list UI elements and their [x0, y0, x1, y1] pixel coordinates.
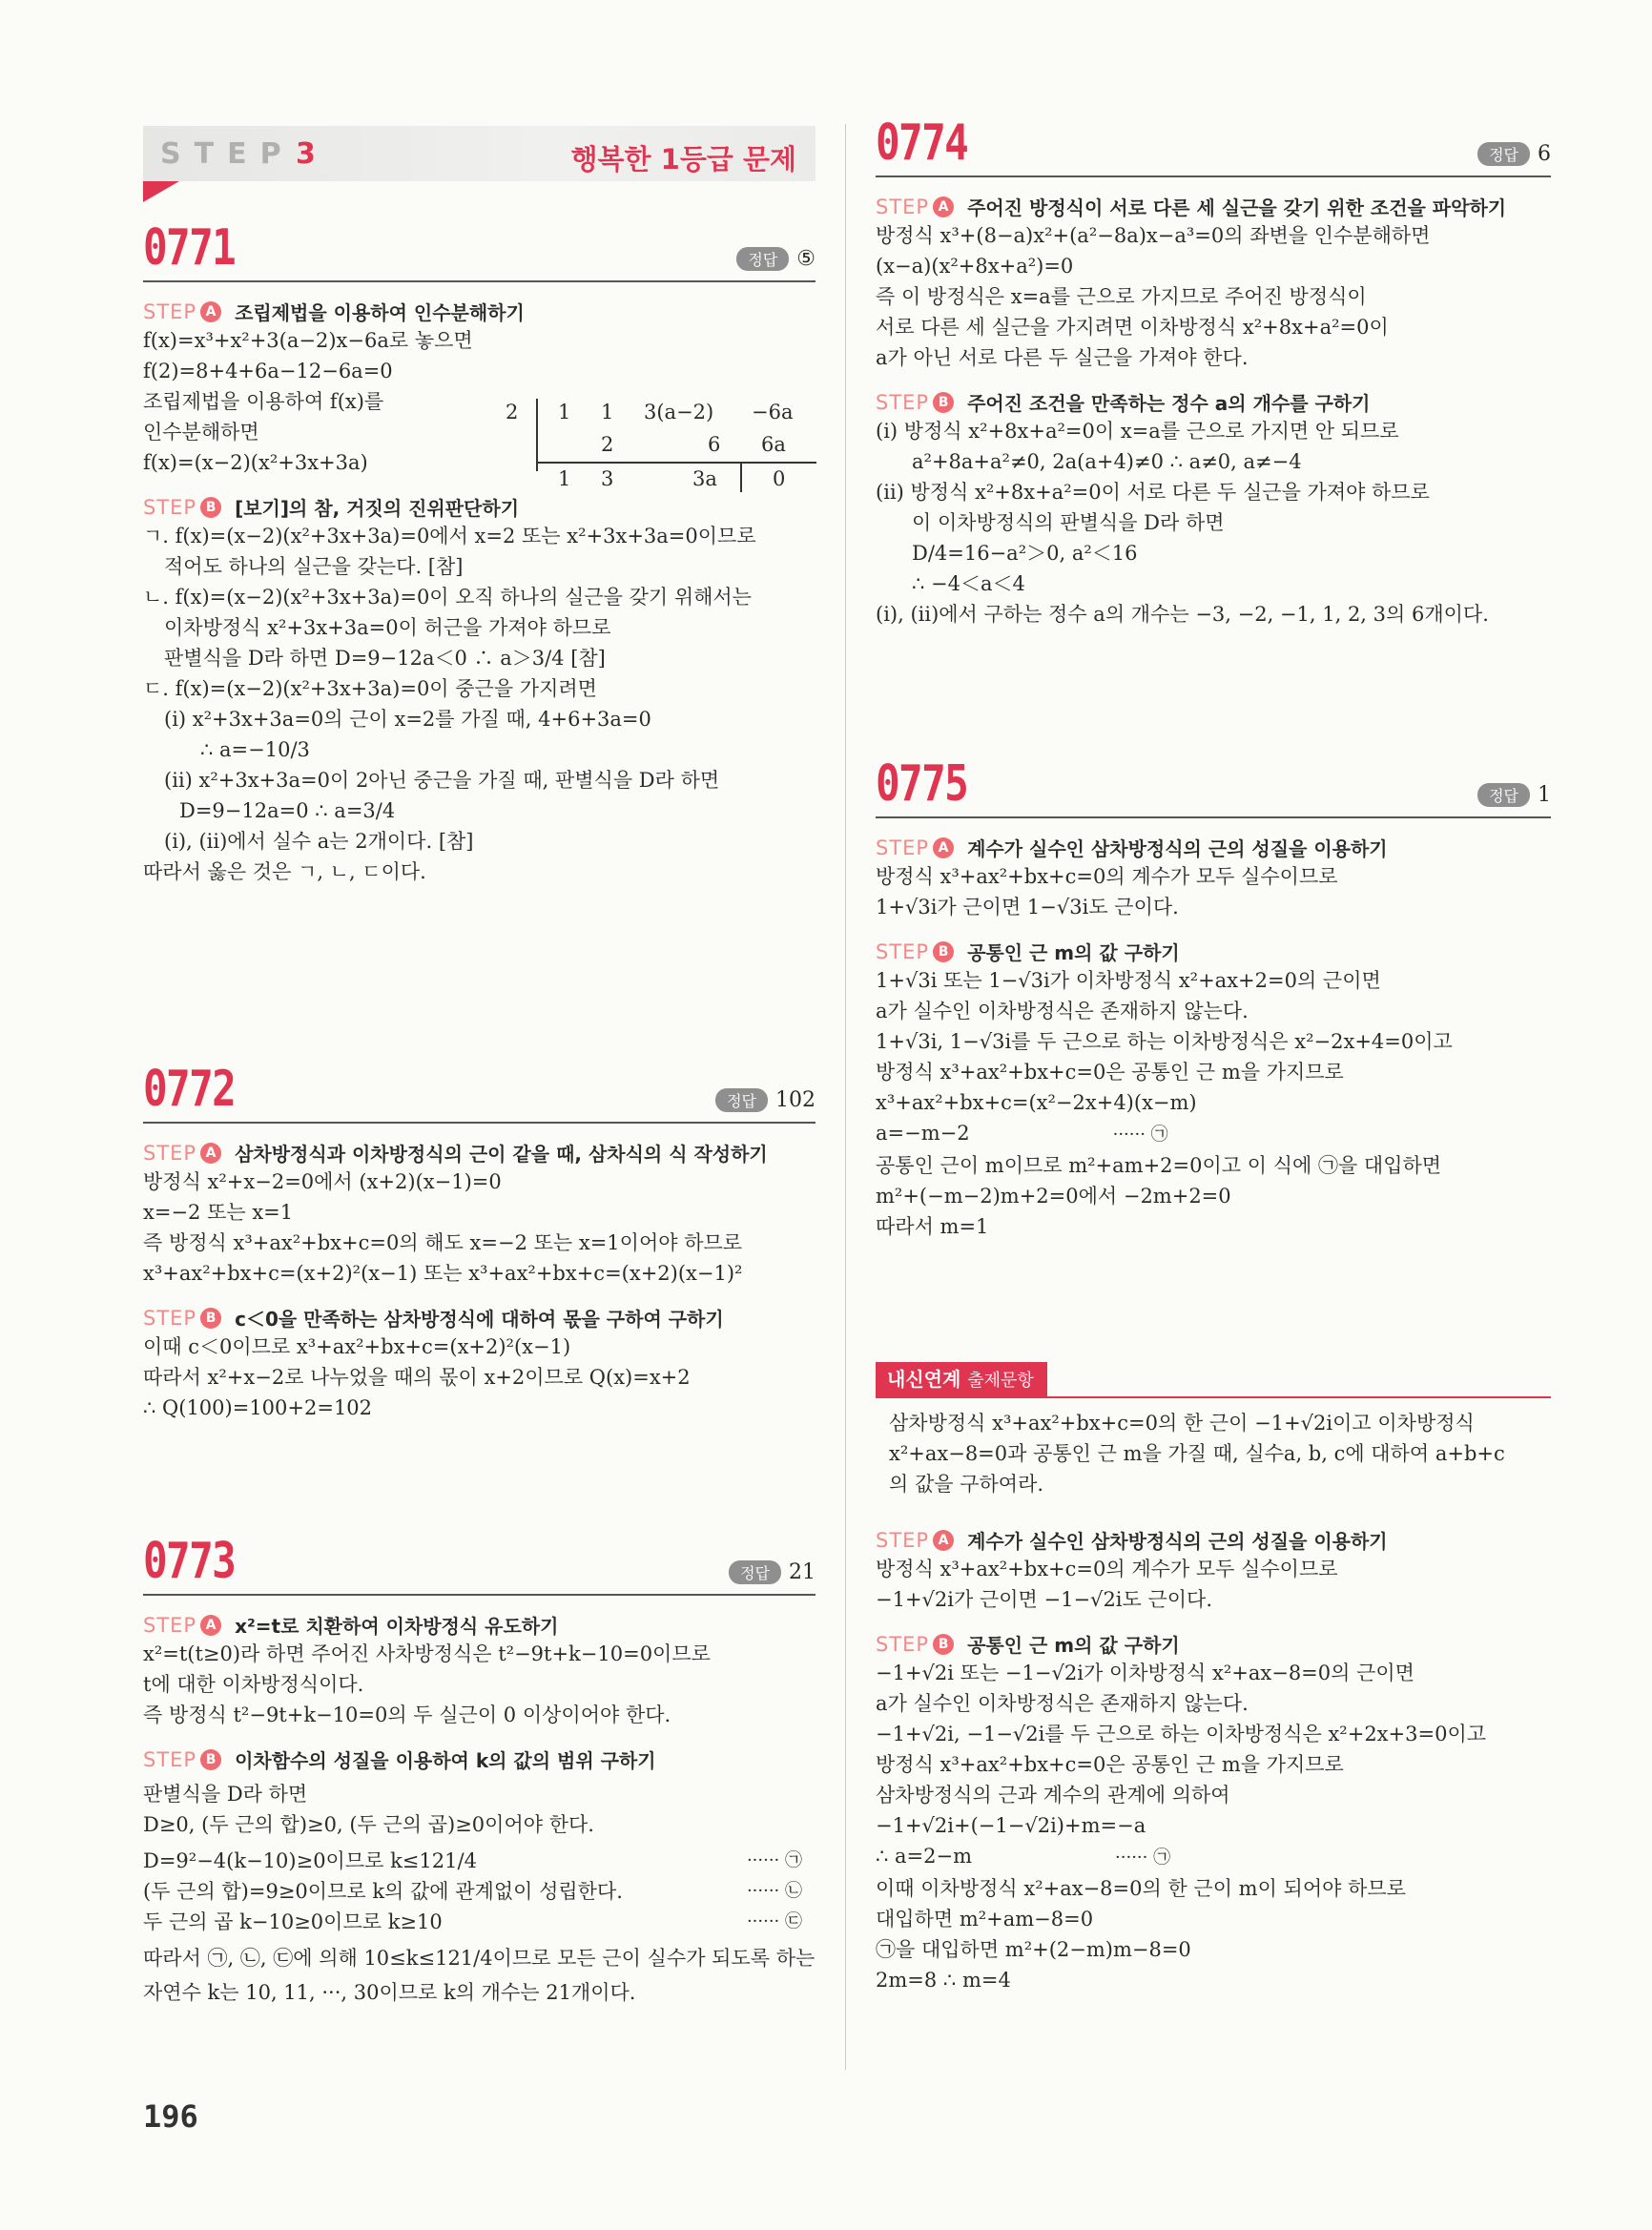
naeshin-title: 내신연계: [887, 1368, 961, 1391]
solution-line: f(2)=8+4+6a−12−6a=0: [143, 360, 393, 382]
solution-text: a=−m−2: [876, 1122, 970, 1145]
problem-number: 0771: [143, 219, 236, 277]
solution-line: x²=t(t≥0)라 하면 주어진 사차방정식은 t²−9t+k−10=0이므로: [143, 1642, 711, 1665]
solution-line: 방정식 x³+ax²+bx+c=0은 공통인 근 m을 가지므로: [876, 1061, 1344, 1084]
step-a-circle: A: [200, 301, 221, 322]
problem-header: [143, 1059, 816, 1124]
solution-text: (두 근의 합)=9≥0이므로 k의 값에 관계없이 성립한다.: [143, 1880, 623, 1903]
problem-header: [876, 113, 1551, 177]
step-a-circle: A: [200, 1143, 221, 1164]
solution-line: 2m=8 ∴ m=4: [876, 1969, 1011, 1992]
step-a-heading: [876, 1526, 1551, 1554]
solution-line: 서로 다른 세 실근을 가지려면 이차방정식 x²+8x+a²=0이: [876, 316, 1389, 339]
solution-line: 즉 방정식 t²−9t+k−10=0의 두 실근이 0 이상이어야 한다.: [143, 1703, 671, 1726]
solution-line: ㉠을 대입하면 m²+(2−m)m−8=0: [876, 1938, 1191, 1961]
problem-number: 0775: [876, 755, 968, 813]
synthetic-division: [362, 399, 820, 502]
solution-line: 따라서 ㉠, ㉡, ㉢에 의해 10≤k≤121/4이므로 모든 근이 실수가 되도록 하는: [143, 1947, 816, 1970]
problem-line: 의 값을 구하여라.: [889, 1473, 1044, 1496]
step-b-heading: [143, 1304, 816, 1332]
equation-tag: ······ ㉠: [746, 1850, 802, 1870]
solution-line: 대입하면 m²+am−8=0: [876, 1908, 1094, 1931]
problem-number: 0773: [143, 1533, 236, 1590]
step-word: STEP: [143, 1747, 197, 1771]
solution-line: 1+√3i, 1−√3i를 두 근으로 하는 이차방정식은 x²−2x+4=0이고: [876, 1030, 1453, 1053]
banner-corner-mark: [143, 181, 179, 202]
equation-tag: ······ ㉠: [1115, 1848, 1171, 1868]
step-a-title: 계수가 실수인 삼차방정식의 근의 성질을 이용하기: [967, 837, 1388, 860]
solution-line: (ⅱ) 방정식 x²+8x+a²=0이 서로 다른 두 실근을 가져야 하므로: [876, 481, 1430, 504]
problem-line: x²+ax−8=0과 공통인 근 m을 가질 때, 실수a, b, c에 대하여 a+b+c: [889, 1442, 1505, 1465]
step-b-circle: B: [933, 941, 954, 962]
step-b-circle: B: [200, 1749, 221, 1770]
solution-line: f(x)=x³+x²+3(a−2)x−6a로 놓으면: [143, 329, 473, 352]
solution-line: 따라서 m=1: [876, 1215, 989, 1238]
solution-line: D=9−12a=0 ∴ a=3/4: [179, 799, 396, 822]
problem-header: [143, 1531, 816, 1596]
step-b-circle: B: [200, 1308, 221, 1329]
step-a-circle: A: [933, 196, 954, 217]
answer-badge: 정답: [1477, 142, 1530, 166]
division-cell: 2: [506, 401, 519, 423]
step-word: STEP: [876, 939, 930, 963]
step-b-circle: B: [933, 1634, 954, 1655]
solution-line: 판별식을 D라 하면 D=9−12a＜0 ∴ a＞3/4 [참]: [164, 647, 606, 670]
step-word: STEP: [876, 1632, 930, 1656]
solution-line: [876, 1841, 1551, 1873]
solution-line: a가 실수인 이차방정식은 존재하지 않는다.: [876, 1000, 1249, 1022]
step-b-title: [보기]의 참, 거짓의 진위판단하기: [235, 497, 520, 520]
solution-line: 1+√3i가 근이면 1−√3i도 근이다.: [876, 896, 1179, 919]
step-b-heading: [876, 938, 1551, 965]
solution-line: ∴ −4＜a＜4: [912, 572, 1025, 595]
step-b-heading: [876, 1630, 1551, 1658]
problem-0774: [876, 113, 1551, 630]
step-a-heading: [876, 193, 1551, 220]
division-cell: 2: [601, 433, 614, 456]
step-a-circle: A: [933, 1530, 954, 1551]
solution-line: 이차방정식 x²+3x+3a=0이 허근을 가져야 하므로: [164, 616, 611, 639]
solution-line: x=−2 또는 x=1: [143, 1201, 294, 1224]
answer: [729, 1560, 816, 1584]
solution-line: ㄷ. f(x)=(x−2)(x²+3x+3a)=0이 중근을 가지려면: [143, 677, 597, 700]
step-a-heading: [143, 298, 816, 325]
solution-line: a가 실수인 이차방정식은 존재하지 않는다.: [876, 1692, 1249, 1715]
solution-line: [143, 1876, 816, 1907]
division-cell: 3a: [692, 467, 717, 490]
solution-line: 이때 c＜0이므로 x³+ax²+bx+c=(x+2)²(x−1): [143, 1335, 571, 1358]
step-word: STEP: [143, 299, 197, 323]
solution-line: −1+√2i+(−1−√2i)+m=−a: [876, 1814, 1146, 1837]
solution-line: 따라서 옳은 것은 ㄱ, ㄴ, ㄷ이다.: [143, 860, 426, 883]
problem-line: 삼차방정식 x³+ax²+bx+c=0의 한 근이 −1+√2i이고 이차방정식: [889, 1412, 1475, 1435]
naeshin-problem: [876, 1408, 1551, 1499]
division-cell: −6a: [752, 401, 794, 423]
equation-tag: ······ ㉡: [746, 1881, 802, 1901]
step-a-title: 주어진 방정식이 서로 다른 세 실근을 갖기 위한 조건을 파악하기: [967, 196, 1507, 219]
answer-badge: 정답: [1477, 783, 1530, 807]
answer-badge: 정답: [729, 1560, 781, 1584]
step-b-heading: [876, 388, 1551, 416]
step-a-title: 조립제법을 이용하여 인수분해하기: [235, 301, 525, 324]
step-b-title: c＜0을 만족하는 삼차방정식에 대하여 몫을 구하여 구하기: [235, 1308, 724, 1331]
solution-line: 즉 방정식 x³+ax²+bx+c=0의 해도 x=−2 또는 x=1이어야 하므로: [143, 1231, 743, 1254]
solution-line: 공통인 근이 m이므로 m²+am+2=0이고 이 식에 ㉠을 대입하면: [876, 1154, 1442, 1177]
step-word: STEP: [143, 1141, 197, 1165]
problem-0773: [143, 1531, 816, 2008]
step-b-circle: B: [200, 497, 221, 518]
division-cell: 6: [708, 433, 721, 456]
step-word: STEP: [876, 390, 930, 414]
solution-text: D=9²−4(k−10)≥0이므로 k≤121/4: [143, 1849, 477, 1872]
banner-step-word: STEP: [160, 137, 295, 171]
naeshin-label: [876, 1362, 1047, 1396]
page-number: 196: [143, 2098, 198, 2135]
step-word: STEP: [876, 836, 930, 859]
column-divider: [845, 124, 846, 2070]
problem-0771: [143, 217, 816, 887]
step-word: STEP: [143, 1306, 197, 1330]
division-cell: 1: [558, 401, 571, 423]
solution-line: 따라서 x²+x−2로 나누었을 때의 몫이 x+2이므로 Q(x)=x+2: [143, 1366, 691, 1389]
solution-line: −1+√2i가 근이면 −1−√2i도 근이다.: [876, 1588, 1213, 1611]
solution-line: f(x)=(x−2)(x²+3x+3a): [143, 451, 368, 474]
solution-line: 판별식을 D라 하면: [143, 1783, 308, 1806]
solution-line: 자연수 k는 10, 11, ···, 30이므로 k의 개수는 21개이다.: [143, 1981, 636, 2004]
remainder-box-line: [740, 464, 742, 492]
step-a-heading: [143, 1611, 816, 1639]
solution-line: [143, 1907, 816, 1937]
step-a-title: 계수가 실수인 삼차방정식의 근의 성질을 이용하기: [967, 1530, 1388, 1553]
solution-line: (ⅰ) 방정식 x²+8x+a²=0이 x=a를 근으로 가지면 안 되므로: [876, 420, 1399, 443]
answer-value: 102: [775, 1088, 816, 1112]
banner-step-num: 3: [296, 137, 316, 171]
solution-line: 이 이차방정식의 판별식을 D라 하면: [912, 511, 1225, 534]
step-b-title: 이차함수의 성질을 이용하여 k의 값의 범위 구하기: [235, 1749, 656, 1772]
step-word: STEP: [143, 1613, 197, 1637]
solution-line: [876, 1118, 1551, 1150]
naeshin-subtitle: 출제문항: [967, 1371, 1034, 1391]
problem-0775: [876, 754, 1551, 1242]
answer: [736, 247, 816, 271]
solution-line: 인수분해하면: [143, 421, 259, 444]
step-word: STEP: [876, 195, 930, 218]
solution-line: (ⅰ) x²+3x+3a=0의 근이 x=2를 가질 때, 4+6+3a=0: [164, 708, 651, 731]
solution-line: 방정식 x³+ax²+bx+c=0의 계수가 모두 실수이므로: [876, 1558, 1338, 1580]
solution-line: (ⅰ), (ⅱ)에서 실수 a는 2개이다. [참]: [164, 830, 474, 853]
answer: [1477, 783, 1551, 807]
solution-line: ∴ a=−10/3: [200, 738, 310, 761]
solution-line: 방정식 x³+(8−a)x²+(a²−8a)x−a³=0의 좌변을 인수분해하면: [876, 224, 1431, 247]
equation-tag: ······ ㉠: [1112, 1125, 1168, 1145]
step-word: STEP: [876, 1528, 930, 1552]
solution-line: 방정식 x²+x−2=0에서 (x+2)(x−1)=0: [143, 1170, 502, 1193]
solution-line: D/4=16−a²＞0, a²＜16: [912, 542, 1138, 565]
banner-title: 행복한 1등급 문제: [570, 143, 796, 176]
section-banner: [143, 126, 816, 181]
problem-header: [143, 217, 816, 282]
step-a-title: 삼차방정식과 이차방정식의 근이 같을 때, 삼차식의 식 작성하기: [235, 1143, 768, 1166]
answer-value: 1: [1538, 783, 1551, 807]
answer: [1477, 142, 1551, 166]
answer-badge: 정답: [736, 247, 789, 271]
solution-line: x³+ax²+bx+c=(x²−2x+4)(x−m): [876, 1091, 1197, 1114]
division-cell: 0: [773, 467, 786, 490]
answer-value: ⑤: [796, 247, 816, 271]
solution-line: −1+√2i 또는 −1−√2i가 이차방정식 x²+ax−8=0의 근이면: [876, 1662, 1415, 1684]
solution-line: 1+√3i 또는 1−√3i가 이차방정식 x²+ax+2=0의 근이면: [876, 969, 1381, 992]
step-a-circle: A: [933, 837, 954, 858]
division-vertical-line: [536, 399, 538, 471]
solution-line: ∴ Q(100)=100+2=102: [143, 1396, 373, 1419]
problem-number: 0774: [876, 114, 968, 172]
solution-line: 이때 이차방정식 x²+ax−8=0의 한 근이 m이 되어야 하므로: [876, 1877, 1406, 1900]
solution-line: x³+ax²+bx+c=(x+2)²(x−1) 또는 x³+ax²+bx+c=(x+2)(x−1)²: [143, 1262, 743, 1285]
solution-line: t에 대한 이차방정식이다.: [143, 1673, 364, 1696]
solution-line: a²+8a+a²≠0, 2a(a+4)≠0 ∴ a≠0, a≠−4: [912, 450, 1302, 473]
solution-text: ∴ a=2−m: [876, 1845, 973, 1868]
division-cell: 3(a−2): [644, 401, 714, 423]
solution-line: 방정식 x³+ax²+bx+c=0의 계수가 모두 실수이므로: [876, 865, 1338, 888]
solution-line: (ⅰ), (ⅱ)에서 구하는 정수 a의 개수는 −3, −2, −1, 1, 2, 3의 6개이다.: [876, 603, 1489, 626]
step-a-circle: A: [200, 1615, 221, 1636]
division-cell: 6a: [761, 433, 786, 456]
problem-0772: [143, 1059, 816, 1423]
answer-value: 6: [1538, 142, 1551, 166]
solution-line: (ⅱ) x²+3x+3a=0이 2아닌 중근을 가질 때, 판별식을 D라 하면: [164, 769, 720, 792]
solution-line: [143, 1846, 816, 1876]
division-cell: 1: [601, 401, 614, 423]
step-b-title: 공통인 근 m의 값 구하기: [967, 1634, 1180, 1657]
answer: [715, 1088, 816, 1112]
answer-badge: 정답: [715, 1088, 768, 1112]
solution-line: 즉 이 방정식은 x=a를 근으로 가지므로 주어진 방정식이: [876, 285, 1367, 308]
step-a-title: x²=t로 치환하여 이차방정식 유도하기: [235, 1615, 559, 1638]
step-a-heading: [143, 1139, 816, 1167]
solution-line: 조립제법을 이용하여 f(x)를: [143, 390, 384, 413]
division-cell: 3: [601, 467, 614, 490]
step-word: STEP: [143, 495, 197, 519]
naeshin-bar: [876, 1362, 1551, 1398]
solution-line: −1+√2i, −1−√2i를 두 근으로 하는 이차방정식은 x²+2x+3=0이고: [876, 1723, 1487, 1745]
step-b-heading: [143, 1745, 816, 1773]
solution-line: a가 아닌 서로 다른 두 실근을 가져야 한다.: [876, 346, 1249, 369]
solution-line: 적어도 하나의 실근을 갖는다. [참]: [164, 555, 464, 578]
step-b-circle: B: [933, 392, 954, 413]
solution-line: 삼차방정식의 근과 계수의 관계에 의하여: [876, 1784, 1230, 1807]
division-horizontal-line: [538, 462, 816, 464]
answer-value: 21: [789, 1560, 816, 1584]
solution-line: D≥0, (두 근의 합)≥0, (두 근의 곱)≥0이어야 한다.: [143, 1813, 594, 1836]
solution-line: (x−a)(x²+8x+a²)=0: [876, 255, 1074, 278]
solution-text: 두 근의 곱 k−10≥0이므로 k≥10: [143, 1910, 443, 1933]
equation-tag: ······ ㉢: [746, 1911, 802, 1931]
division-cell: 1: [558, 467, 571, 490]
problem-number: 0772: [143, 1061, 236, 1118]
solution-line: ㄱ. f(x)=(x−2)(x²+3x+3a)=0에서 x=2 또는 x²+3x+3a=0이므로: [143, 525, 756, 547]
step-a-heading: [876, 834, 1551, 861]
step-b-title: 공통인 근 m의 값 구하기: [967, 941, 1180, 964]
step-b-title: 주어진 조건을 만족하는 정수 a의 개수를 구하기: [967, 392, 1371, 415]
problem-header: [876, 754, 1551, 818]
solution-line: 방정식 x³+ax²+bx+c=0은 공통인 근 m을 가지므로: [876, 1753, 1344, 1776]
solution-line: m²+(−m−2)m+2=0에서 −2m+2=0: [876, 1185, 1231, 1208]
naeshin-section: [876, 1362, 1551, 1995]
solution-line: ㄴ. f(x)=(x−2)(x²+3x+3a)=0이 오직 하나의 실근을 갖기 위해서는: [143, 586, 752, 609]
